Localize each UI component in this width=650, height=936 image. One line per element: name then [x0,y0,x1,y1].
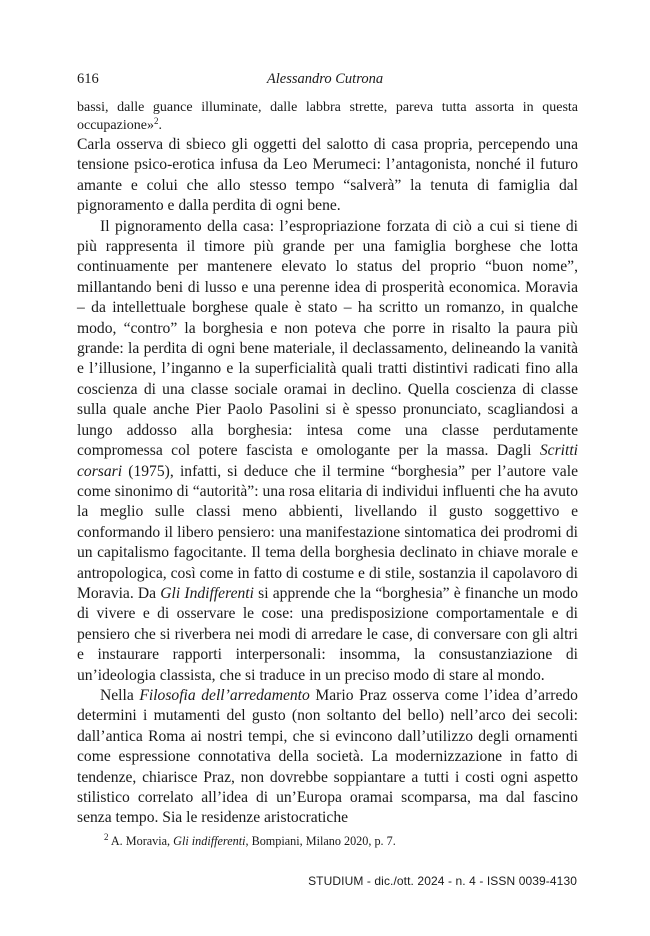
book-title-filosofia-arredamento: Filosofia dell’arredamento [139,686,310,704]
footnote-ref[interactable]: 2 [153,116,159,126]
quote-text: bassi, dalle guance illuminate, dalle labbra strette, pareva tutta assorta in questa occupazione» [77,100,578,133]
journal-footer: STUDIUM - dic./ott. 2024 - n. 4 - ISSN 0039-4130 [308,874,577,888]
paragraph-2-part-b: (1975), infatti, si deduce che il termine “borghesia” per l’autore vale come sinonimo di “autorità”: una rosa elitaria di individui influenti che ha avuto la meglio sulle classi meno abbienti, livellando il gusto soggettivo e conformando il libero pensiero: una manifestazione sintomatica dei prodromi di un capitalismo fagocitante. Il tema della borghesia declinato in chiave morale e antropologica, così come in fatto di costume e di stile, sostanzia il capolavoro di Moravia. Da [77,462,578,602]
quote-trail: . [158,118,162,133]
paragraph-1: Carla osserva di sbieco gli oggetti del salotto di casa propria, percependo una tensione psico-erotica infusa da Leo Merumeci: l’antagonista, nonché il futuro amante e colui che allo stesso tempo “salverà” la tenuta di famiglia dal pignoramento e dalla perdita di ogni bene. [77,136,578,215]
page-number: 616 [77,71,99,87]
paragraph-3-part-a: Nella [100,686,140,704]
footnote-rest: , Bompiani, Milano 2020, p. 7. [245,834,396,848]
block-quote [77,99,578,135]
paragraph-2-part-c: si apprende che la “borghesia” è finanche un modo di vivere e di osservare le cose: una predisposizione comportamentale e di pensiero che si riverbera nei modi di arredare le case, di conversare con gli altri e instaurare rapporti interpersonali: insomma, la consustanziazione di un’ideologia classista, che si traduce in un preciso modo di stare al mondo. [77,584,578,684]
paragraph-3-part-b: Mario Praz osserva come l’idea d’arredo determini i mutamenti del gusto (non soltanto del bello) nell’arco dei secoli: dall’antica Roma ai nostri tempi, che si evincono dall’utilizzo degli ornamenti come espressione connotativa della società. La modernizzazione in fatto di tendenze, chiarisce Praz, non dovrebbe soppiantare a tutti i costi ogni aspetto stilistico correlato all’idea di un’Europa oramai scomparsa, ma dal fascino senza tempo. Sia le residenze aristocratiche [77,686,578,827]
book-title-scritti-corsari: Scritti corsari [77,442,578,480]
book-title-gli-indifferenti: Gli Indifferenti [160,584,254,602]
footnote [104,834,578,849]
paragraph-2-part-a: Il pignoramento della casa: l’espropriazione forzata di ciò a cui si tiene di più rappresenta il timore più grande per una famiglia borghese che lotta continuamente per mantenere elevato lo status del proprio “buon nome”, millantando beni di lusso e una perenne idea di prosperità economica. Moravia – da intellettuale borghese quale è stato – ha scritto un romanzo, in qualche modo, “contro” la borghesia e non poteva che porre in risalto la paura più grande: la perdita di ogni bene materiale, il declassamento, delineando la vanità e l’illusione, l’inganno e la superficialità quali tratti distintivi radicati fino alla coscienza di una classe sociale oramai in declino. Quella coscienza di classe sulla quale anche Pier Paolo Pasolini si è spesso pronunciato, scagliandosi a lungo addosso alla borghesia: intesa come una classe perdutamente compromessa col potere fascista e omologante per la massa. Dagli [77,217,578,460]
running-title: Alessandro Cutrona [266,71,384,87]
footnote-number: 2 [104,832,109,842]
footnote-author: A. Moravia, [108,834,174,848]
body-text [77,99,578,829]
paragraph-3 [77,686,578,829]
paragraph-2 [77,217,578,686]
footnote-title: Gli indifferenti [173,834,246,848]
